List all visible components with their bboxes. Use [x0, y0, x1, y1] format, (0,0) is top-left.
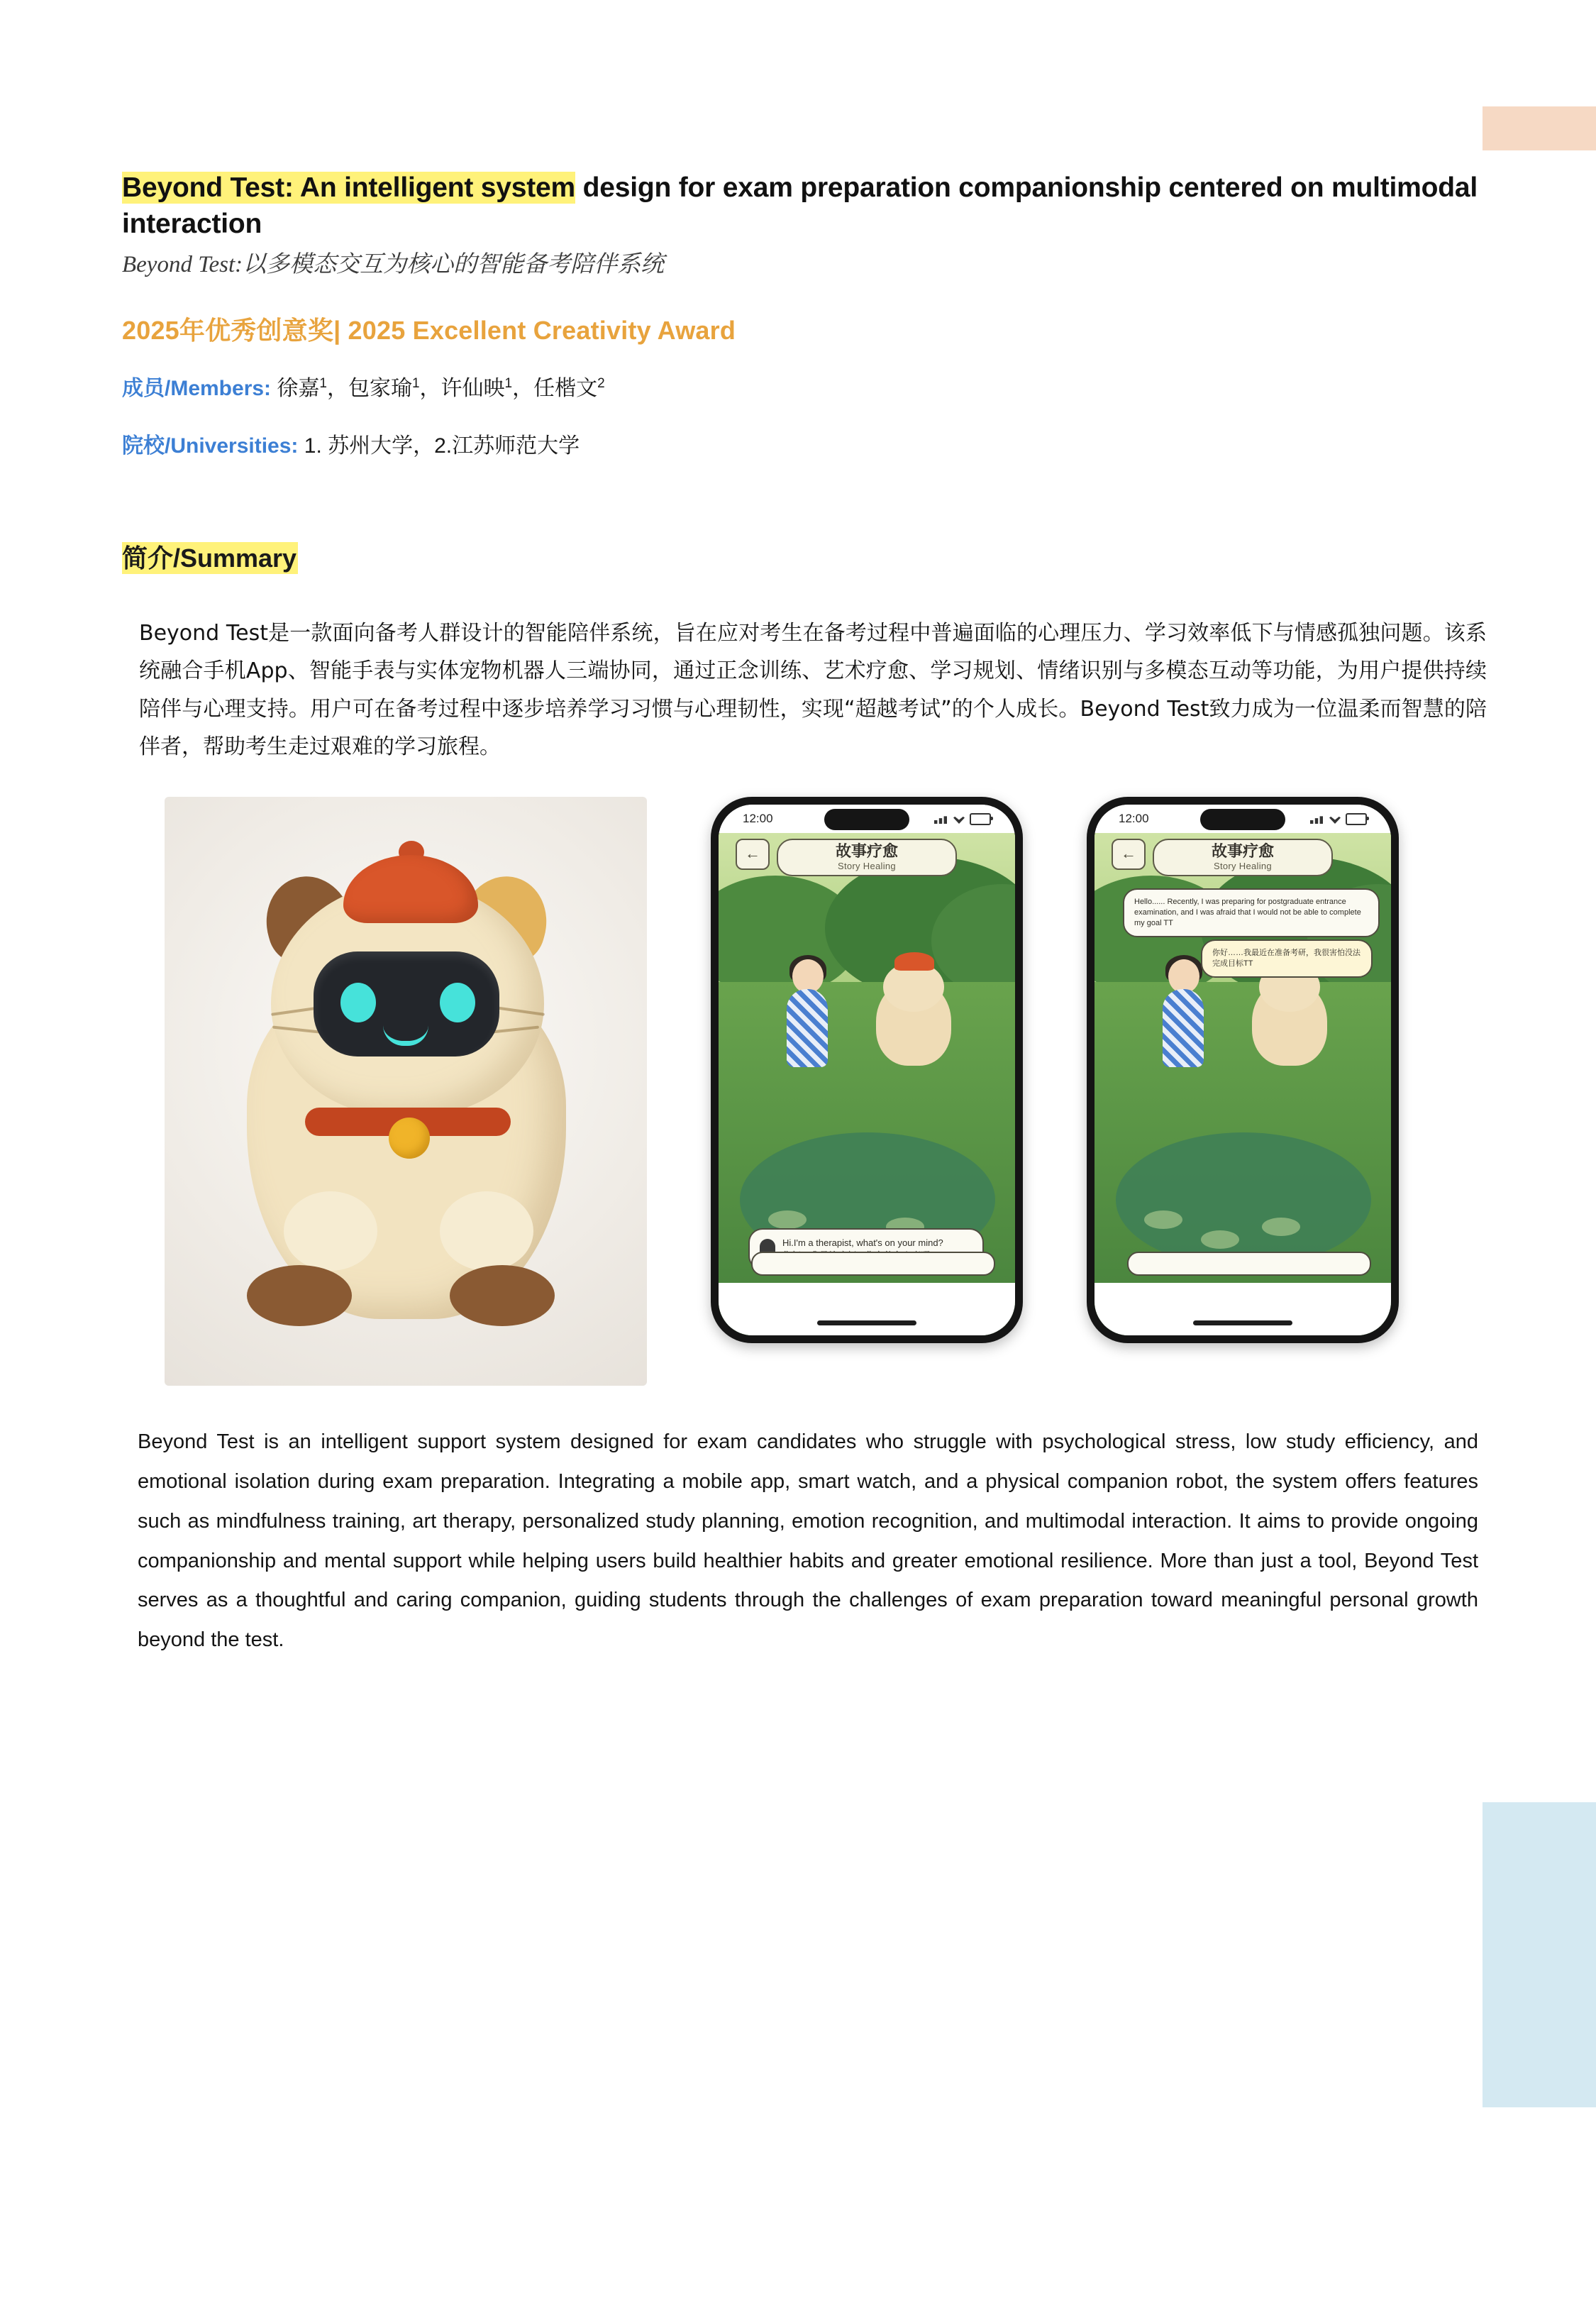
summary-paragraph-cn: Beyond Test是一款面向备考人群设计的智能陪伴系统，旨在应对考生在备考过程中普遍面临的心理压力、学习效率低下与情感孤独问题。该系统融合手机App、智能手表与实体宠物机器人三端协同，通过正念训练、艺术疗愈、学习规划、情绪识别与多模态互动等功能，为用户提供持续陪伴与心理支持。用户可在备考过程中逐步培养学习习惯与心理韧性，实现“超越考试”的个人成长。Beyond Test致力成为一位温柔而智慧的陪伴者，帮助考生走过艰难的学习旅程。	[139, 620, 1487, 760]
phone-right-app-header	[1095, 839, 1391, 876]
chat-input-field[interactable]	[751, 1252, 995, 1276]
title-rest: design for exam preparation companionship centered on multimodal interaction	[122, 172, 1478, 239]
chat-bubble-user-en: Hello...... Recently, I was preparing for postgraduate entrance examination, and I was afraid that I would not be able to complete my goal TT	[1123, 888, 1380, 937]
battery-icon	[970, 813, 991, 825]
universities-row	[122, 430, 1498, 462]
chat-bubble-text-en: Hi.I'm a therapist, what's on your mind?	[782, 1237, 943, 1249]
decoration-peach-block	[1483, 106, 1596, 150]
figure-row	[165, 797, 1498, 1386]
phone-left-app-header	[719, 839, 1015, 876]
scene-pond	[1116, 1132, 1371, 1267]
members-value-c: ，许仙映	[419, 376, 505, 400]
mascot-foot-left	[247, 1265, 352, 1326]
chat-input-field[interactable]	[1127, 1252, 1371, 1276]
phone-mockup-right	[1087, 797, 1399, 1343]
screen-title-cn: 故事疗愈	[835, 842, 898, 861]
universities-label: 院校/Universities:	[122, 434, 299, 458]
members-row	[122, 373, 1498, 404]
members-value-a: 徐嘉	[277, 376, 320, 400]
status-icons	[1310, 813, 1367, 825]
home-indicator	[817, 1320, 916, 1325]
mascot-paw-right	[440, 1191, 533, 1271]
award-line: 2025年优秀创意奖| 2025 Excellent Creativity Award	[122, 315, 736, 345]
members-sup-d: 2	[597, 375, 605, 391]
screen-title-pill	[777, 839, 957, 876]
wifi-icon	[1329, 815, 1341, 824]
scene-character-cat-hat	[894, 952, 934, 971]
members-sup-b: 1	[411, 375, 420, 391]
home-indicator	[1193, 1320, 1292, 1325]
phone-notch	[824, 809, 909, 830]
mascot-foot-right	[450, 1265, 555, 1326]
status-time: 12:00	[1119, 812, 1149, 826]
phone-notch	[1200, 809, 1285, 830]
decoration-blue-block	[1483, 1802, 1596, 2107]
phone-left-screen	[719, 805, 1015, 1335]
screen-title-pill	[1153, 839, 1333, 876]
title-highlight: Beyond Test: An intelligent system	[122, 172, 575, 203]
document-content	[122, 170, 1498, 1681]
screen-title-cn: 故事疗愈	[1211, 842, 1274, 861]
signal-icon	[934, 815, 948, 824]
members-value-d: ，任楷文	[512, 376, 598, 400]
phone-left-app-scene	[719, 833, 1015, 1335]
phone-mockup-left	[711, 797, 1023, 1343]
members-sup-c: 1	[504, 375, 513, 391]
signal-icon	[1310, 815, 1324, 824]
members-value-b: ，包家瑜	[326, 376, 412, 400]
summary-heading-text: 简介/Summary	[122, 543, 297, 573]
phone-right-screen	[1095, 805, 1391, 1335]
phone-right-app-scene	[1095, 833, 1391, 1335]
screen-title-en: Story Healing	[838, 860, 896, 871]
summary-heading	[122, 539, 298, 575]
scene-character-girl-body	[1163, 989, 1204, 1067]
status-icons	[934, 813, 991, 825]
back-button[interactable]: ←	[1112, 839, 1146, 870]
wifi-icon	[953, 815, 965, 824]
mascot-photo	[165, 797, 647, 1386]
screen-title-en: Story Healing	[1214, 860, 1272, 871]
battery-icon	[1346, 813, 1367, 825]
chat-bubble-user-cn: 你好……我最近在准备考研，我很害怕没法完成目标TT	[1201, 939, 1373, 978]
phone-bottom-bar	[1095, 1283, 1391, 1335]
members-label: 成员/Members:	[122, 376, 272, 400]
phone-bottom-bar	[719, 1283, 1015, 1335]
scene-character-girl-body	[787, 989, 828, 1067]
status-time: 12:00	[743, 812, 773, 826]
page-title	[122, 170, 1498, 242]
universities-value: 1. 苏州大学，2.江苏师范大学	[304, 434, 580, 458]
back-button[interactable]: ←	[736, 839, 770, 870]
summary-paragraph-en: Beyond Test is an intelligent support system designed for exam candidates who struggle with psychological stress, low study efficiency, and emotional isolation during exam preparation. Integrating a mobile app, smart watch, and a physical companion robot, the system offers features such as mindfulness training, art therapy, personalized study planning, emotion recognition, and multimodal interaction. It aims to provide ongoing companionship and mental support while helping users build healthier habits and greater emotional resilience. More than just a tool, Beyond Test serves as a thoughtful and caring companion, guiding students through the challenges of exam preparation toward meaningful personal growth beyond the test.	[138, 1430, 1478, 1651]
mascot-paw-left	[284, 1191, 377, 1271]
members-sup-a: 1	[319, 375, 327, 391]
page-subtitle-cn: Beyond Test:以多模态交互为核心的智能备考陪伴系统	[122, 252, 665, 278]
